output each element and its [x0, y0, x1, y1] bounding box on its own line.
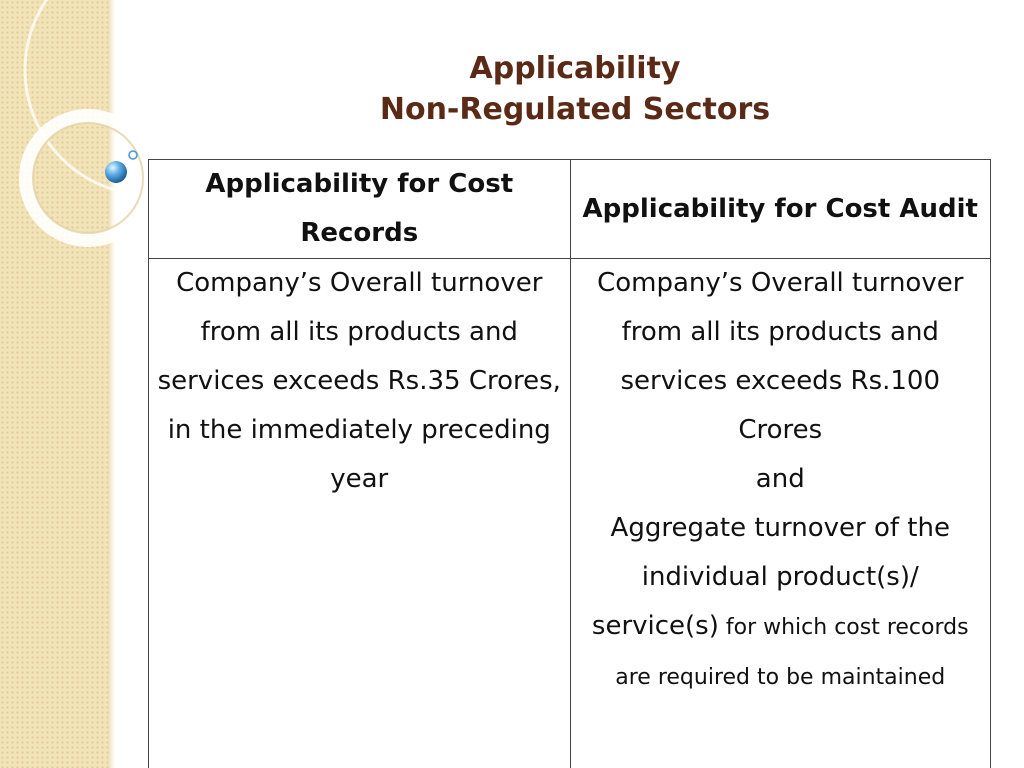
cost-audit-condition-2-tail: for which cost records are required to be maintained — [615, 615, 969, 690]
cost-audit-conditions — [570, 259, 991, 768]
header-cost-records: Applicability for Cost Records — [149, 160, 571, 259]
slide-title — [330, 48, 820, 130]
table-header-row — [149, 160, 991, 259]
title-line-1: Applicability — [469, 51, 681, 86]
cost-records-condition: Company’s Overall turnover from all its products and services exceeds Rs.35 Crores, in the immediately preceding year — [149, 259, 571, 768]
title-line-2: Non-Regulated Sectors — [379, 92, 771, 127]
cost-audit-condition-1: Company’s Overall turnover from all its products and services exceeds Rs.100 Crores — [597, 268, 964, 445]
table-row — [149, 259, 991, 768]
cost-audit-condition-2-main: Aggregate turnover of the individual product(s)/ service(s) — [591, 513, 950, 641]
applicability-table — [148, 159, 991, 768]
cost-audit-condition-2 — [577, 504, 985, 702]
header-cost-audit: Applicability for Cost Audit — [570, 160, 991, 259]
cost-audit-conjunction: and — [755, 464, 805, 494]
